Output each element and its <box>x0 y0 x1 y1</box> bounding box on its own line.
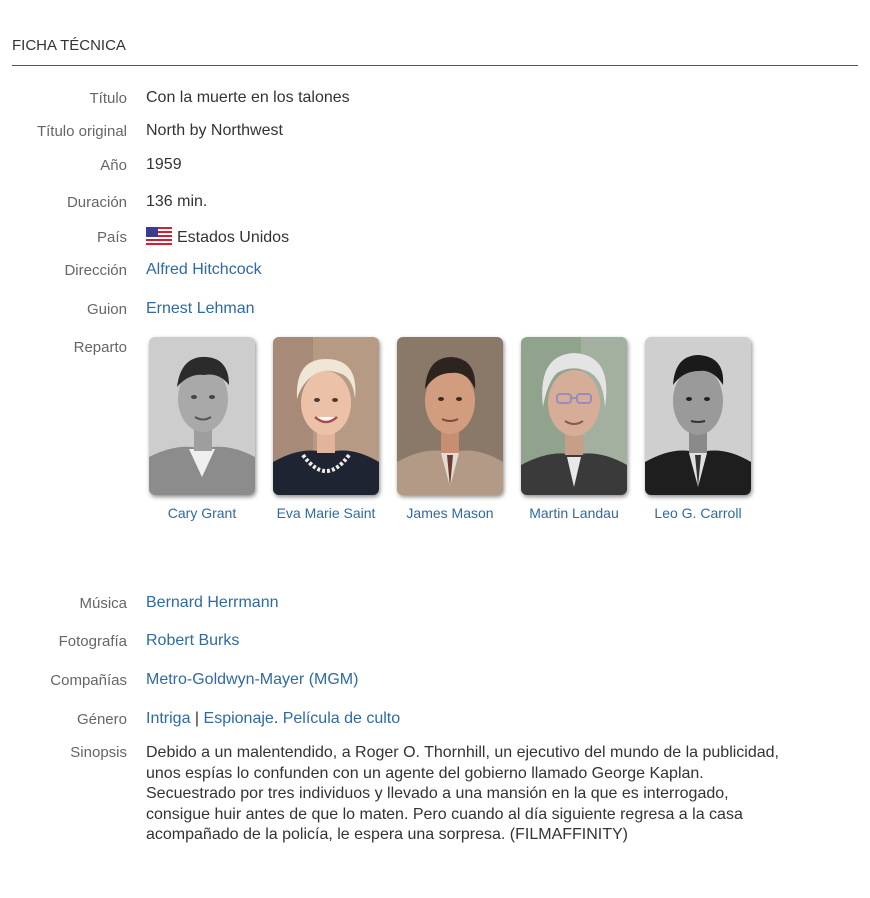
us-flag-icon <box>146 227 172 245</box>
actor-photo[interactable] <box>273 337 379 495</box>
label-pais: País <box>96 229 127 246</box>
genre-link[interactable]: Película de culto <box>282 710 401 727</box>
actor-photo[interactable] <box>149 337 255 495</box>
actor-name[interactable]: James Mason <box>406 505 494 521</box>
label-direccion: Dirección <box>64 262 127 279</box>
synopsis-text: Debido a un malentendido, a Roger O. Thornhill, un ejecutivo del mundo de la publicidad, unos espías lo confunden con un agente del gobierno llamado George Kaplan. Secuestrado por tres individuos y llevado a una mansión en la que es interrogado, consigue huir antes de que lo maten. Pero cuando al día siguiente regresa a la casa acompañado de la policía, le espera una sorpresa. (FILMAFFINITY) <box>146 744 779 843</box>
label-reparto: Reparto <box>73 339 127 356</box>
genre-link[interactable]: Espionaje <box>203 710 274 727</box>
value-genero <box>146 710 400 728</box>
actor-name[interactable]: Cary Grant <box>167 505 237 521</box>
link-direccion[interactable]: Alfred Hitchcock <box>146 261 262 278</box>
actor-photo[interactable] <box>521 337 627 495</box>
actor-name[interactable]: Martin Landau <box>529 505 619 521</box>
label-musica: Música <box>79 595 127 612</box>
genre-separator: . <box>273 710 279 727</box>
link-guion[interactable]: Ernest Lehman <box>146 300 255 317</box>
actor-photo[interactable] <box>645 337 751 495</box>
label-anio: Año <box>100 157 127 174</box>
value-titulo: Con la muerte en los talones <box>146 89 350 106</box>
label-sinopsis: Sinopsis <box>70 744 127 761</box>
label-fotografia: Fotografía <box>58 633 127 650</box>
genre-separator: | <box>194 710 200 727</box>
genre-link[interactable]: Intriga <box>146 710 191 727</box>
actor-name[interactable]: Eva Marie Saint <box>276 505 376 521</box>
cast-list <box>146 337 766 547</box>
label-titulo: Título <box>89 90 127 107</box>
cast-item[interactable] <box>512 337 636 523</box>
actor-name[interactable]: Leo G. Carroll <box>654 505 742 521</box>
label-genero: Género <box>76 711 127 728</box>
value-anio: 1959 <box>146 156 182 173</box>
label-titulo-original: Título original <box>36 123 127 140</box>
label-guion: Guion <box>86 301 127 318</box>
value-pais-text: Estados Unidos <box>177 229 290 246</box>
link-companias[interactable]: Metro-Goldwyn-Mayer (MGM) <box>146 671 359 688</box>
value-pais <box>146 227 289 247</box>
value-duracion: 136 min. <box>146 193 208 210</box>
cast-item[interactable] <box>264 337 388 523</box>
actor-photo[interactable] <box>397 337 503 495</box>
cast-item[interactable] <box>140 337 264 523</box>
cast-item[interactable] <box>636 337 760 523</box>
section-title: FICHA TÉCNICA <box>12 37 858 66</box>
link-fotografia[interactable]: Robert Burks <box>146 632 240 649</box>
cast-item[interactable] <box>388 337 512 523</box>
label-duracion: Duración <box>66 194 127 211</box>
link-musica[interactable]: Bernard Herrmann <box>146 594 279 611</box>
label-companias: Compañías <box>50 672 127 689</box>
value-titulo-original: North by Northwest <box>146 122 283 139</box>
